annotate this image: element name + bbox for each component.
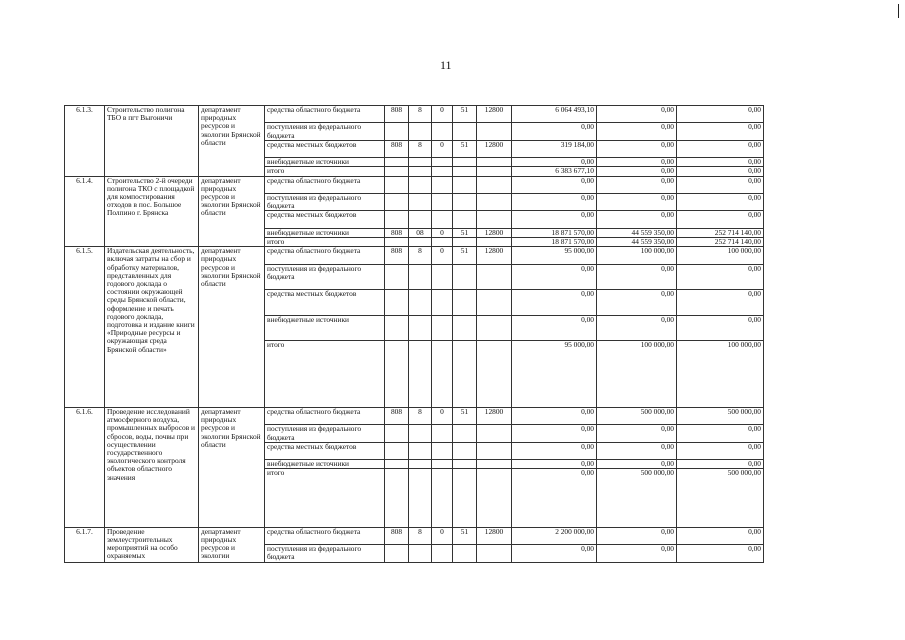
amount-year-2: 0,00 — [597, 140, 677, 157]
amount-year-1: 0,00 — [512, 193, 597, 210]
funding-source: средства областного бюджета — [265, 176, 385, 193]
item-number: 6.1.6. — [65, 407, 105, 527]
code-grbs — [385, 290, 409, 316]
code-target: 12800 — [477, 407, 512, 424]
code-section — [409, 469, 432, 527]
amount-year-3: 0,00 — [677, 106, 764, 123]
code-program — [453, 211, 477, 228]
amount-year-3: 0,00 — [677, 290, 764, 316]
code-section — [409, 290, 432, 316]
item-name: Проведение исследований атмосферного воздуха, промышленных выбросов и сбросов, воды, почвы при осуществлении государственного экологического контроля объектов областного значения — [105, 407, 199, 527]
funding-source: поступления из федерального бюджета — [265, 193, 385, 210]
funding-source: средства местных бюджетов — [265, 290, 385, 316]
code-section — [409, 211, 432, 228]
code-grbs: 808 — [385, 140, 409, 157]
code-program — [453, 193, 477, 210]
amount-year-1: 6 383 677,10 — [512, 167, 597, 176]
code-target — [477, 315, 512, 341]
amount-year-1: 0,00 — [512, 460, 597, 469]
amount-year-3: 100 000,00 — [677, 247, 764, 264]
code-grbs — [385, 237, 409, 246]
amount-year-2: 0,00 — [597, 176, 677, 193]
code-grbs: 808 — [385, 247, 409, 264]
amount-year-1: 18 871 570,00 — [512, 228, 597, 237]
code-section — [409, 264, 432, 290]
amount-year-3: 0,00 — [677, 425, 764, 442]
code-subsection — [432, 290, 453, 316]
code-subsection — [432, 460, 453, 469]
code-grbs — [385, 442, 409, 459]
amount-year-2: 0,00 — [597, 264, 677, 290]
code-subsection — [432, 442, 453, 459]
code-subsection — [432, 264, 453, 290]
amount-year-3: 0,00 — [677, 158, 764, 167]
funding-source: поступления из федерального бюджета — [265, 425, 385, 442]
item-number: 6.1.3. — [65, 106, 105, 177]
code-subsection — [432, 469, 453, 527]
amount-year-2: 0,00 — [597, 290, 677, 316]
code-target — [477, 158, 512, 167]
amount-year-1: 0,00 — [512, 315, 597, 341]
table-row — [65, 106, 764, 123]
code-target — [477, 264, 512, 290]
amount-year-3: 0,00 — [677, 176, 764, 193]
code-section — [409, 237, 432, 246]
funding-source: итого — [265, 167, 385, 176]
code-target — [477, 237, 512, 246]
code-section — [409, 193, 432, 210]
amount-year-2: 100 000,00 — [597, 341, 677, 408]
amount-year-1: 6 064 493,10 — [512, 106, 597, 123]
amount-year-3: 0,00 — [677, 315, 764, 341]
funding-source: итого — [265, 469, 385, 527]
code-subsection — [432, 545, 453, 562]
code-program: 51 — [453, 247, 477, 264]
code-program — [453, 425, 477, 442]
code-section: 8 — [409, 407, 432, 424]
code-section — [409, 425, 432, 442]
amount-year-3: 0,00 — [677, 211, 764, 228]
table-row — [65, 527, 764, 544]
item-name: Строительство 2-й очереди полигона ТКО с площадкой для компостирования отходов в пос. Большое Полпино г. Брянска — [105, 176, 199, 247]
code-target — [477, 545, 512, 562]
code-grbs — [385, 158, 409, 167]
amount-year-1: 0,00 — [512, 176, 597, 193]
amount-year-3: 100 000,00 — [677, 341, 764, 408]
code-section — [409, 176, 432, 193]
item-number: 6.1.7. — [65, 527, 105, 562]
code-section — [409, 545, 432, 562]
code-program — [453, 290, 477, 316]
code-section — [409, 442, 432, 459]
amount-year-1: 0,00 — [512, 545, 597, 562]
item-executor: департамент природных ресурсов и экологии Брянской области — [199, 176, 265, 247]
code-program — [453, 545, 477, 562]
code-subsection: 0 — [432, 106, 453, 123]
funding-source: внебюджетные источники — [265, 315, 385, 341]
code-section: 8 — [409, 247, 432, 264]
code-program — [453, 158, 477, 167]
code-program — [453, 123, 477, 140]
code-subsection — [432, 341, 453, 408]
code-target: 12800 — [477, 527, 512, 544]
amount-year-3: 0,00 — [677, 527, 764, 544]
code-grbs — [385, 460, 409, 469]
item-number: 6.1.4. — [65, 176, 105, 247]
amount-year-3: 0,00 — [677, 264, 764, 290]
amount-year-1: 0,00 — [512, 158, 597, 167]
code-program — [453, 460, 477, 469]
amount-year-1: 0,00 — [512, 123, 597, 140]
code-grbs: 808 — [385, 527, 409, 544]
code-target — [477, 123, 512, 140]
code-grbs — [385, 211, 409, 228]
amount-year-1: 18 871 570,00 — [512, 237, 597, 246]
code-target: 12800 — [477, 106, 512, 123]
code-section — [409, 341, 432, 408]
code-target — [477, 290, 512, 316]
item-executor: департамент природных ресурсов и экологии Брянской области — [199, 407, 265, 527]
code-target — [477, 193, 512, 210]
code-grbs — [385, 469, 409, 527]
code-subsection — [432, 158, 453, 167]
code-target — [477, 442, 512, 459]
code-subsection — [432, 167, 453, 176]
amount-year-3: 0,00 — [677, 123, 764, 140]
amount-year-1: 0,00 — [512, 425, 597, 442]
funding-source: итого — [265, 237, 385, 246]
amount-year-1: 0,00 — [512, 211, 597, 228]
amount-year-3: 500 000,00 — [677, 469, 764, 527]
amount-year-3: 0,00 — [677, 193, 764, 210]
amount-year-2: 0,00 — [597, 167, 677, 176]
funding-source: внебюджетные источники — [265, 228, 385, 237]
budget-table — [64, 105, 764, 563]
code-subsection: 0 — [432, 247, 453, 264]
funding-source: средства областного бюджета — [265, 527, 385, 544]
code-target — [477, 469, 512, 527]
amount-year-2: 0,00 — [597, 460, 677, 469]
code-subsection: 0 — [432, 527, 453, 544]
code-grbs: 808 — [385, 106, 409, 123]
amount-year-2: 0,00 — [597, 527, 677, 544]
page-number: 11 — [440, 58, 452, 72]
item-name: Строительство полигона ТБО в пгт Выгоничи — [105, 106, 199, 177]
code-grbs — [385, 123, 409, 140]
code-subsection: 0 — [432, 228, 453, 237]
item-name: Издательская деятельность, включая затраты на сбор и обработку материалов, представленных для годового доклада о состоянии окружающей среды Брянской области, оформление и печать годового доклада, подготовка и издание книги «Природные ресурсы и окружающая среда Брянской области» — [105, 247, 199, 408]
item-number: 6.1.5. — [65, 247, 105, 408]
amount-year-2: 500 000,00 — [597, 469, 677, 527]
table-row — [65, 407, 764, 424]
code-target — [477, 167, 512, 176]
amount-year-1: 95 000,00 — [512, 247, 597, 264]
code-subsection: 0 — [432, 140, 453, 157]
funding-source: поступления из федерального бюджета — [265, 545, 385, 562]
code-program: 51 — [453, 527, 477, 544]
table-row — [65, 247, 764, 264]
funding-source: итого — [265, 341, 385, 408]
amount-year-2: 44 559 350,00 — [597, 237, 677, 246]
amount-year-3: 0,00 — [677, 167, 764, 176]
code-program: 51 — [453, 407, 477, 424]
funding-source: поступления из федерального бюджета — [265, 123, 385, 140]
amount-year-2: 0,00 — [597, 106, 677, 123]
amount-year-3: 0,00 — [677, 460, 764, 469]
code-grbs — [385, 341, 409, 408]
amount-year-2: 0,00 — [597, 158, 677, 167]
code-grbs — [385, 176, 409, 193]
code-subsection — [432, 211, 453, 228]
code-program — [453, 442, 477, 459]
amount-year-2: 0,00 — [597, 123, 677, 140]
item-name: Проведение землеустроительных мероприятий на особо охраняемых — [105, 527, 199, 562]
funding-source: внебюджетные источники — [265, 460, 385, 469]
item-executor: департамент природных ресурсов и экологии Брянской области — [199, 106, 265, 177]
code-program — [453, 469, 477, 527]
amount-year-2: 500 000,00 — [597, 407, 677, 424]
code-section: 8 — [409, 106, 432, 123]
edge-mark — [898, 4, 899, 18]
code-grbs — [385, 167, 409, 176]
code-section: 8 — [409, 140, 432, 157]
code-section: 08 — [409, 228, 432, 237]
code-subsection — [432, 176, 453, 193]
code-program: 51 — [453, 106, 477, 123]
code-subsection — [432, 315, 453, 341]
code-target — [477, 341, 512, 408]
code-grbs — [385, 545, 409, 562]
code-section — [409, 315, 432, 341]
code-subsection — [432, 123, 453, 140]
amount-year-1: 0,00 — [512, 407, 597, 424]
amount-year-3: 0,00 — [677, 442, 764, 459]
code-section — [409, 460, 432, 469]
table-row — [65, 176, 764, 193]
code-target: 12800 — [477, 247, 512, 264]
code-target — [477, 425, 512, 442]
amount-year-3: 0,00 — [677, 545, 764, 562]
code-section — [409, 123, 432, 140]
amount-year-3: 0,00 — [677, 140, 764, 157]
amount-year-1: 0,00 — [512, 469, 597, 527]
amount-year-1: 0,00 — [512, 290, 597, 316]
code-target — [477, 211, 512, 228]
code-program — [453, 237, 477, 246]
code-grbs — [385, 264, 409, 290]
funding-source: средства областного бюджета — [265, 106, 385, 123]
code-target — [477, 176, 512, 193]
amount-year-1: 2 200 000,00 — [512, 527, 597, 544]
amount-year-2: 100 000,00 — [597, 247, 677, 264]
code-program — [453, 341, 477, 408]
code-grbs — [385, 425, 409, 442]
amount-year-3: 500 000,00 — [677, 407, 764, 424]
amount-year-1: 319 184,00 — [512, 140, 597, 157]
code-grbs: 808 — [385, 407, 409, 424]
funding-source: средства местных бюджетов — [265, 211, 385, 228]
amount-year-2: 0,00 — [597, 545, 677, 562]
amount-year-3: 252 714 140,00 — [677, 237, 764, 246]
amount-year-2: 0,00 — [597, 425, 677, 442]
code-subsection — [432, 237, 453, 246]
code-program: 51 — [453, 228, 477, 237]
funding-source: средства местных бюджетов — [265, 140, 385, 157]
code-subsection: 0 — [432, 407, 453, 424]
code-program — [453, 315, 477, 341]
code-grbs — [385, 193, 409, 210]
code-program: 51 — [453, 140, 477, 157]
amount-year-2: 0,00 — [597, 211, 677, 228]
code-subsection — [432, 193, 453, 210]
funding-source: средства местных бюджетов — [265, 442, 385, 459]
code-grbs — [385, 315, 409, 341]
amount-year-1: 0,00 — [512, 264, 597, 290]
code-target — [477, 460, 512, 469]
item-executor: департамент природных ресурсов и экологии — [199, 527, 265, 562]
funding-source: поступления из федерального бюджета — [265, 264, 385, 290]
funding-source: средства областного бюджета — [265, 407, 385, 424]
code-section: 8 — [409, 527, 432, 544]
funding-source: внебюджетные источники — [265, 158, 385, 167]
amount-year-1: 95 000,00 — [512, 341, 597, 408]
amount-year-2: 0,00 — [597, 193, 677, 210]
code-program — [453, 167, 477, 176]
amount-year-2: 44 559 350,00 — [597, 228, 677, 237]
code-grbs: 808 — [385, 228, 409, 237]
code-section — [409, 158, 432, 167]
code-section — [409, 167, 432, 176]
amount-year-2: 0,00 — [597, 442, 677, 459]
code-target: 12800 — [477, 140, 512, 157]
funding-source: средства областного бюджета — [265, 247, 385, 264]
item-executor: департамент природных ресурсов и экологии Брянской области — [199, 247, 265, 408]
code-program — [453, 176, 477, 193]
code-subsection — [432, 425, 453, 442]
code-program — [453, 264, 477, 290]
amount-year-1: 0,00 — [512, 442, 597, 459]
amount-year-2: 0,00 — [597, 315, 677, 341]
amount-year-3: 252 714 140,00 — [677, 228, 764, 237]
code-target: 12800 — [477, 228, 512, 237]
